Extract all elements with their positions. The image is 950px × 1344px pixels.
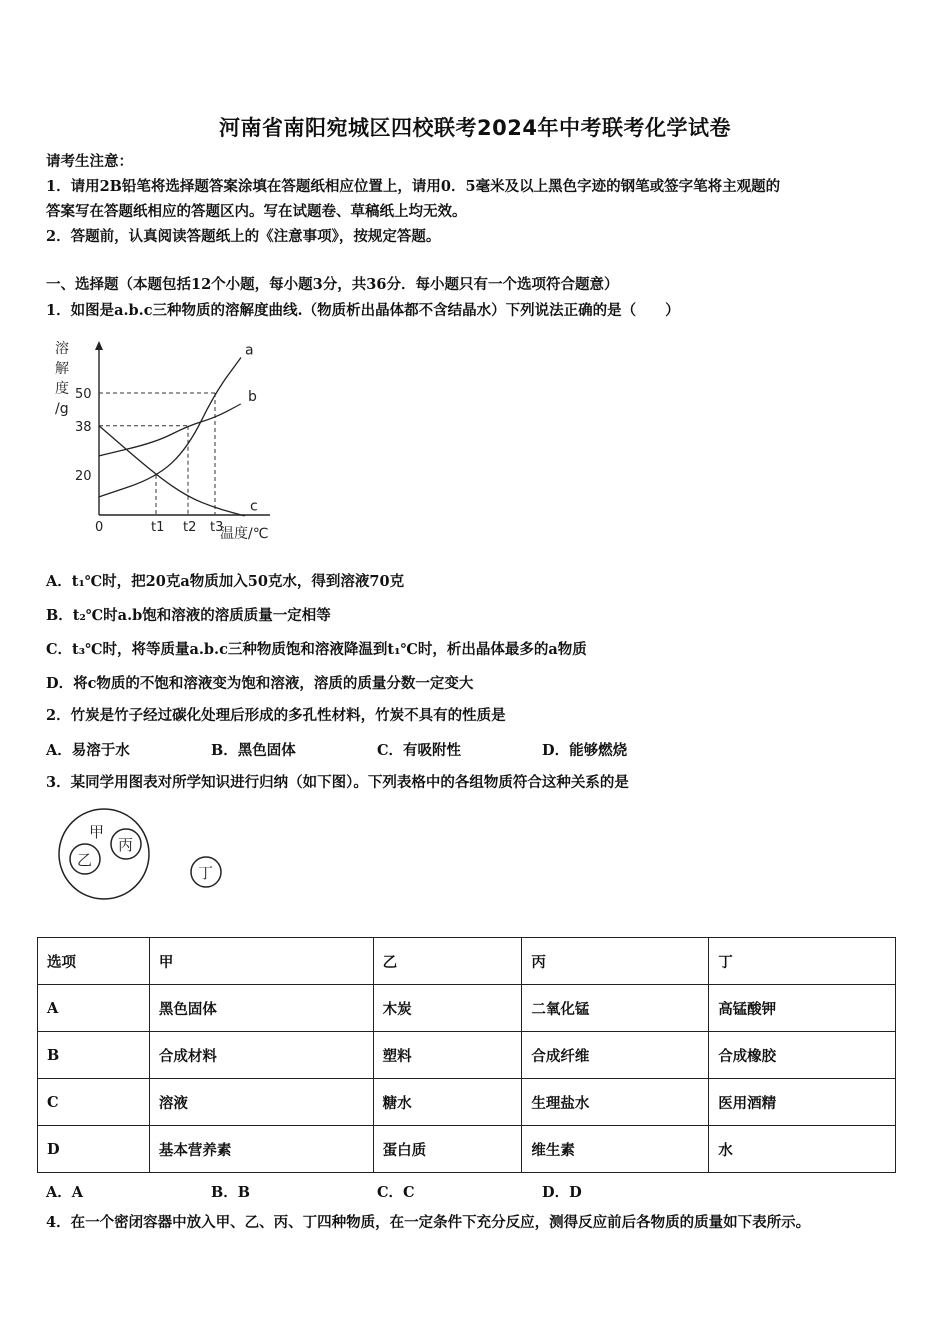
table-cell: 蛋白质 — [373, 1126, 522, 1173]
q3-table — [37, 937, 896, 1173]
notice-item-1b: 答案写在答题纸相应的答题区内。写在试题卷、草稿纸上均无效。 — [46, 203, 467, 220]
x-tick-label: t1 — [151, 520, 165, 535]
table-header-row — [38, 938, 896, 985]
q1-option-c[interactable]: C．t₃℃时，将等质量a.b.c三种物质饱和溶液降温到t₁℃时，析出晶体最多的a物质 — [46, 641, 587, 658]
table-cell: C — [38, 1079, 150, 1126]
section-heading: 一、选择题（本题包括12个小题，每小题3分，共36分．每小题只有一个选项符合题意） — [46, 276, 619, 293]
y-tick-label: 20 — [75, 469, 92, 484]
ylabel-char: /g — [55, 401, 69, 417]
solubility-chart — [45, 335, 285, 550]
notice-item-1a: 1．请用2B铅笔将选择题答案涂填在答题纸相应位置上，请用0．5毫米及以上黑色字迹的钢笔或签字笔将主观题的 — [46, 178, 781, 195]
table-header-cell: 丁 — [709, 938, 896, 985]
q3-option-a[interactable]: A．A — [46, 1184, 84, 1201]
table-cell: 二氧化锰 — [522, 985, 709, 1032]
table-header-cell: 丙 — [522, 938, 709, 985]
curve-c — [99, 426, 245, 516]
table-cell: 维生素 — [522, 1126, 709, 1173]
q3-stem: 3．某同学用图表对所学知识进行归纳（如下图）。下列表格中的各组物质符合这种关系的是 — [46, 774, 629, 791]
table-cell: 高锰酸钾 — [709, 985, 896, 1032]
q1-option-d[interactable]: D．将c物质的不饱和溶液变为饱和溶液，溶质的质量分数一定变大 — [46, 675, 474, 692]
y-axis-arrow — [95, 341, 103, 350]
table-header-cell: 选项 — [38, 938, 150, 985]
table-cell: 基本营养素 — [149, 1126, 373, 1173]
ylabel-char: 解 — [55, 361, 69, 377]
table-cell: B — [38, 1032, 150, 1079]
relation-diagram — [55, 808, 235, 908]
table-cell: 溶液 — [149, 1079, 373, 1126]
q1-option-a[interactable]: A．t₁℃时，把20克a物质加入50克水，得到溶液70克 — [46, 573, 405, 590]
table-cell: 合成材料 — [149, 1032, 373, 1079]
table-cell: 合成纤维 — [522, 1032, 709, 1079]
q2-option-c[interactable]: C．有吸附性 — [377, 742, 462, 759]
q2-stem: 2．竹炭是竹子经过碳化处理后形成的多孔性材料，竹炭不具有的性质是 — [46, 707, 506, 724]
y-tick-label: 50 — [75, 387, 92, 402]
label-jia: 甲 — [89, 823, 105, 841]
table-header-cell: 甲 — [149, 938, 373, 985]
origin-label: 0 — [95, 520, 104, 535]
q1-stem: 1．如图是a.b.c三种物质的溶解度曲线.（物质析出晶体都不含结晶水）下列说法正确的是（ ） — [46, 302, 680, 319]
curve-b — [99, 404, 241, 456]
table-cell: D — [38, 1126, 150, 1173]
x-axis-label: 温度/℃ — [220, 526, 269, 542]
table-cell: 生理盐水 — [522, 1079, 709, 1126]
y-tick-label: 38 — [75, 419, 92, 435]
table-row — [38, 1079, 896, 1126]
table-row — [38, 985, 896, 1032]
q2-option-a[interactable]: A．易溶于水 — [46, 742, 130, 759]
page-title: 河南省南阳宛城区四校联考2024年中考联考化学试卷 — [219, 116, 731, 140]
q2-option-d[interactable]: D．能够燃烧 — [542, 742, 628, 759]
table-cell: 糖水 — [373, 1079, 522, 1126]
y-axis-label — [55, 340, 69, 417]
q3-option-c[interactable]: C．C — [377, 1184, 415, 1201]
q4-stem: 4．在一个密闭容器中放入甲、乙、丙、丁四种物质，在一定条件下充分反应，测得反应前后各物质的质量如下表所示。 — [46, 1214, 811, 1231]
table-cell: 水 — [709, 1126, 896, 1173]
q2-option-b[interactable]: B．黑色固体 — [211, 742, 296, 759]
table-cell: 木炭 — [373, 985, 522, 1032]
table-cell: 塑料 — [373, 1032, 522, 1079]
notice-heading: 请考生注意： — [46, 153, 133, 170]
ylabel-char: 度 — [55, 381, 69, 397]
q1-option-b[interactable]: B．t₂℃时a.b饱和溶液的溶质质量一定相等 — [46, 607, 331, 624]
series-label-b: b — [248, 389, 257, 406]
series-label-c: c — [250, 498, 258, 515]
q3-option-b[interactable]: B．B — [211, 1184, 251, 1201]
label-yi: 乙 — [77, 851, 93, 869]
series-label-a: a — [245, 342, 254, 359]
x-tick-label: t3 — [210, 520, 224, 535]
q3-option-d[interactable]: D．D — [542, 1184, 582, 1201]
x-tick-label: t2 — [183, 520, 197, 535]
notice-item-2: 2．答题前，认真阅读答题纸上的《注意事项》，按规定答题。 — [46, 228, 441, 245]
curve-a — [99, 357, 241, 496]
table-header-cell: 乙 — [373, 938, 522, 985]
table-row — [38, 1126, 896, 1173]
label-ding: 丁 — [198, 864, 214, 882]
table-cell: 合成橡胶 — [709, 1032, 896, 1079]
table-cell: 黑色固体 — [149, 985, 373, 1032]
label-bing: 丙 — [118, 836, 134, 854]
table-row — [38, 1032, 896, 1079]
ylabel-char: 溶 — [55, 341, 69, 357]
table-cell: 医用酒精 — [709, 1079, 896, 1126]
table-cell: A — [38, 985, 150, 1032]
